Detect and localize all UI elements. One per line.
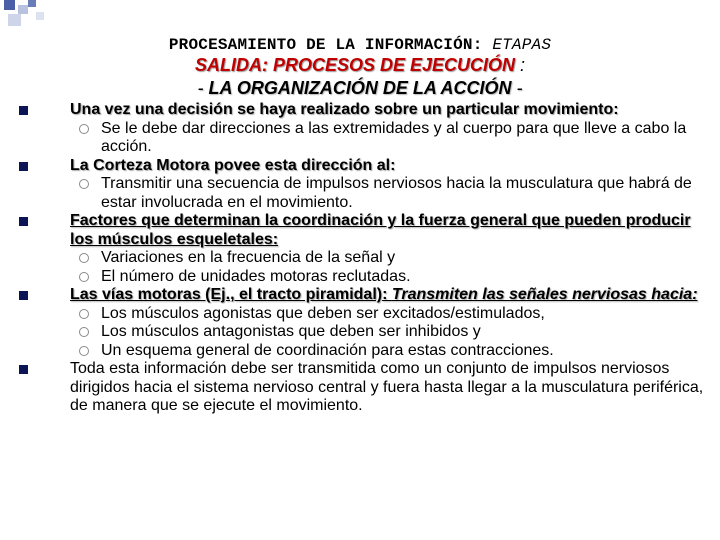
circle-bullet-icon [79,179,89,189]
decorative-squares [0,0,60,40]
subheading-dash-right: - [511,78,523,98]
bullet-list [18,101,708,416]
sub-list-item [18,120,708,157]
sub-item-text: Variaciones en la frecuencia de la señal y [101,249,396,266]
sub-item-text: Se le debe dar direcciones a las extremidades y al cuerpo para que lleve a cabo la acción. [101,119,687,155]
sub-item-text: Un esquema general de coordinación para estas contracciones. [101,341,554,359]
square-bullet-icon [19,217,28,226]
subtitle-red: SALIDA: PROCESOS DE EJECUCIÓN [194,55,516,75]
item-text: La Corteza Motora povee esta dirección al: [70,156,396,174]
item-text-italic: Transmiten las señales nerviosas hacia: [391,286,698,303]
sub-list-item [18,268,708,287]
circle-bullet-icon [79,346,89,356]
square-bullet-icon [19,162,28,171]
list-item [18,157,708,176]
circle-bullet-icon [79,272,89,282]
sub-item-text: Los músculos antagonistas que deben ser inhibidos y [101,323,481,340]
title-main: PROCESAMIENTO DE LA INFORMACIÓN: [168,36,493,54]
sub-item-text: Transmitir una secuencia de impulsos nerviosos hacia la musculatura que habrá de estar involucrada en el movimiento. [101,175,692,211]
square-bullet-icon [19,106,28,115]
title-italic: ETAPAS [492,36,552,54]
square-bullet-icon [19,365,28,374]
subheading-dash-left: - [197,78,209,98]
list-item [18,212,708,249]
circle-bullet-icon [79,253,89,263]
list-item [18,101,708,120]
sub-item-text: El número de unidades motoras reclutadas. [101,267,411,285]
slide-subheading [0,78,720,99]
sub-list-item [18,249,708,268]
square-bullet-icon [19,291,28,300]
subtitle-colon: : [515,55,526,75]
circle-bullet-icon [79,309,89,319]
sub-list-item [18,323,708,342]
item-text: Las vías motoras (Ej., el tracto piramidal): [70,286,392,303]
item-text: Una vez una decisión se haya realizado sobre un particular movimiento: [70,101,619,118]
item-text: Toda esta información debe ser transmitida como un conjunto de impulsos nerviosos dirigidos hacia el sistema nervioso central y fuera hasta llegar a la musculatura periférica, de manera que se ejecute el movimiento. [70,360,704,414]
list-item [18,286,708,305]
sub-list-item [18,305,708,324]
sub-list-item [18,342,708,361]
circle-bullet-icon [79,124,89,134]
item-text: Factores que determinan la coordinación y la fuerza general que pueden producir los músculos esqueletales: [70,212,691,248]
sub-item-text: Los músculos agonistas que deben ser excitados/estimulados, [101,304,545,322]
slide-subtitle [0,55,720,76]
circle-bullet-icon [79,327,89,337]
subheading-text: LA ORGANIZACIÓN DE LA ACCIÓN [208,78,512,98]
list-item [18,360,708,416]
slide-title [0,36,720,54]
sub-list-item [18,175,708,212]
